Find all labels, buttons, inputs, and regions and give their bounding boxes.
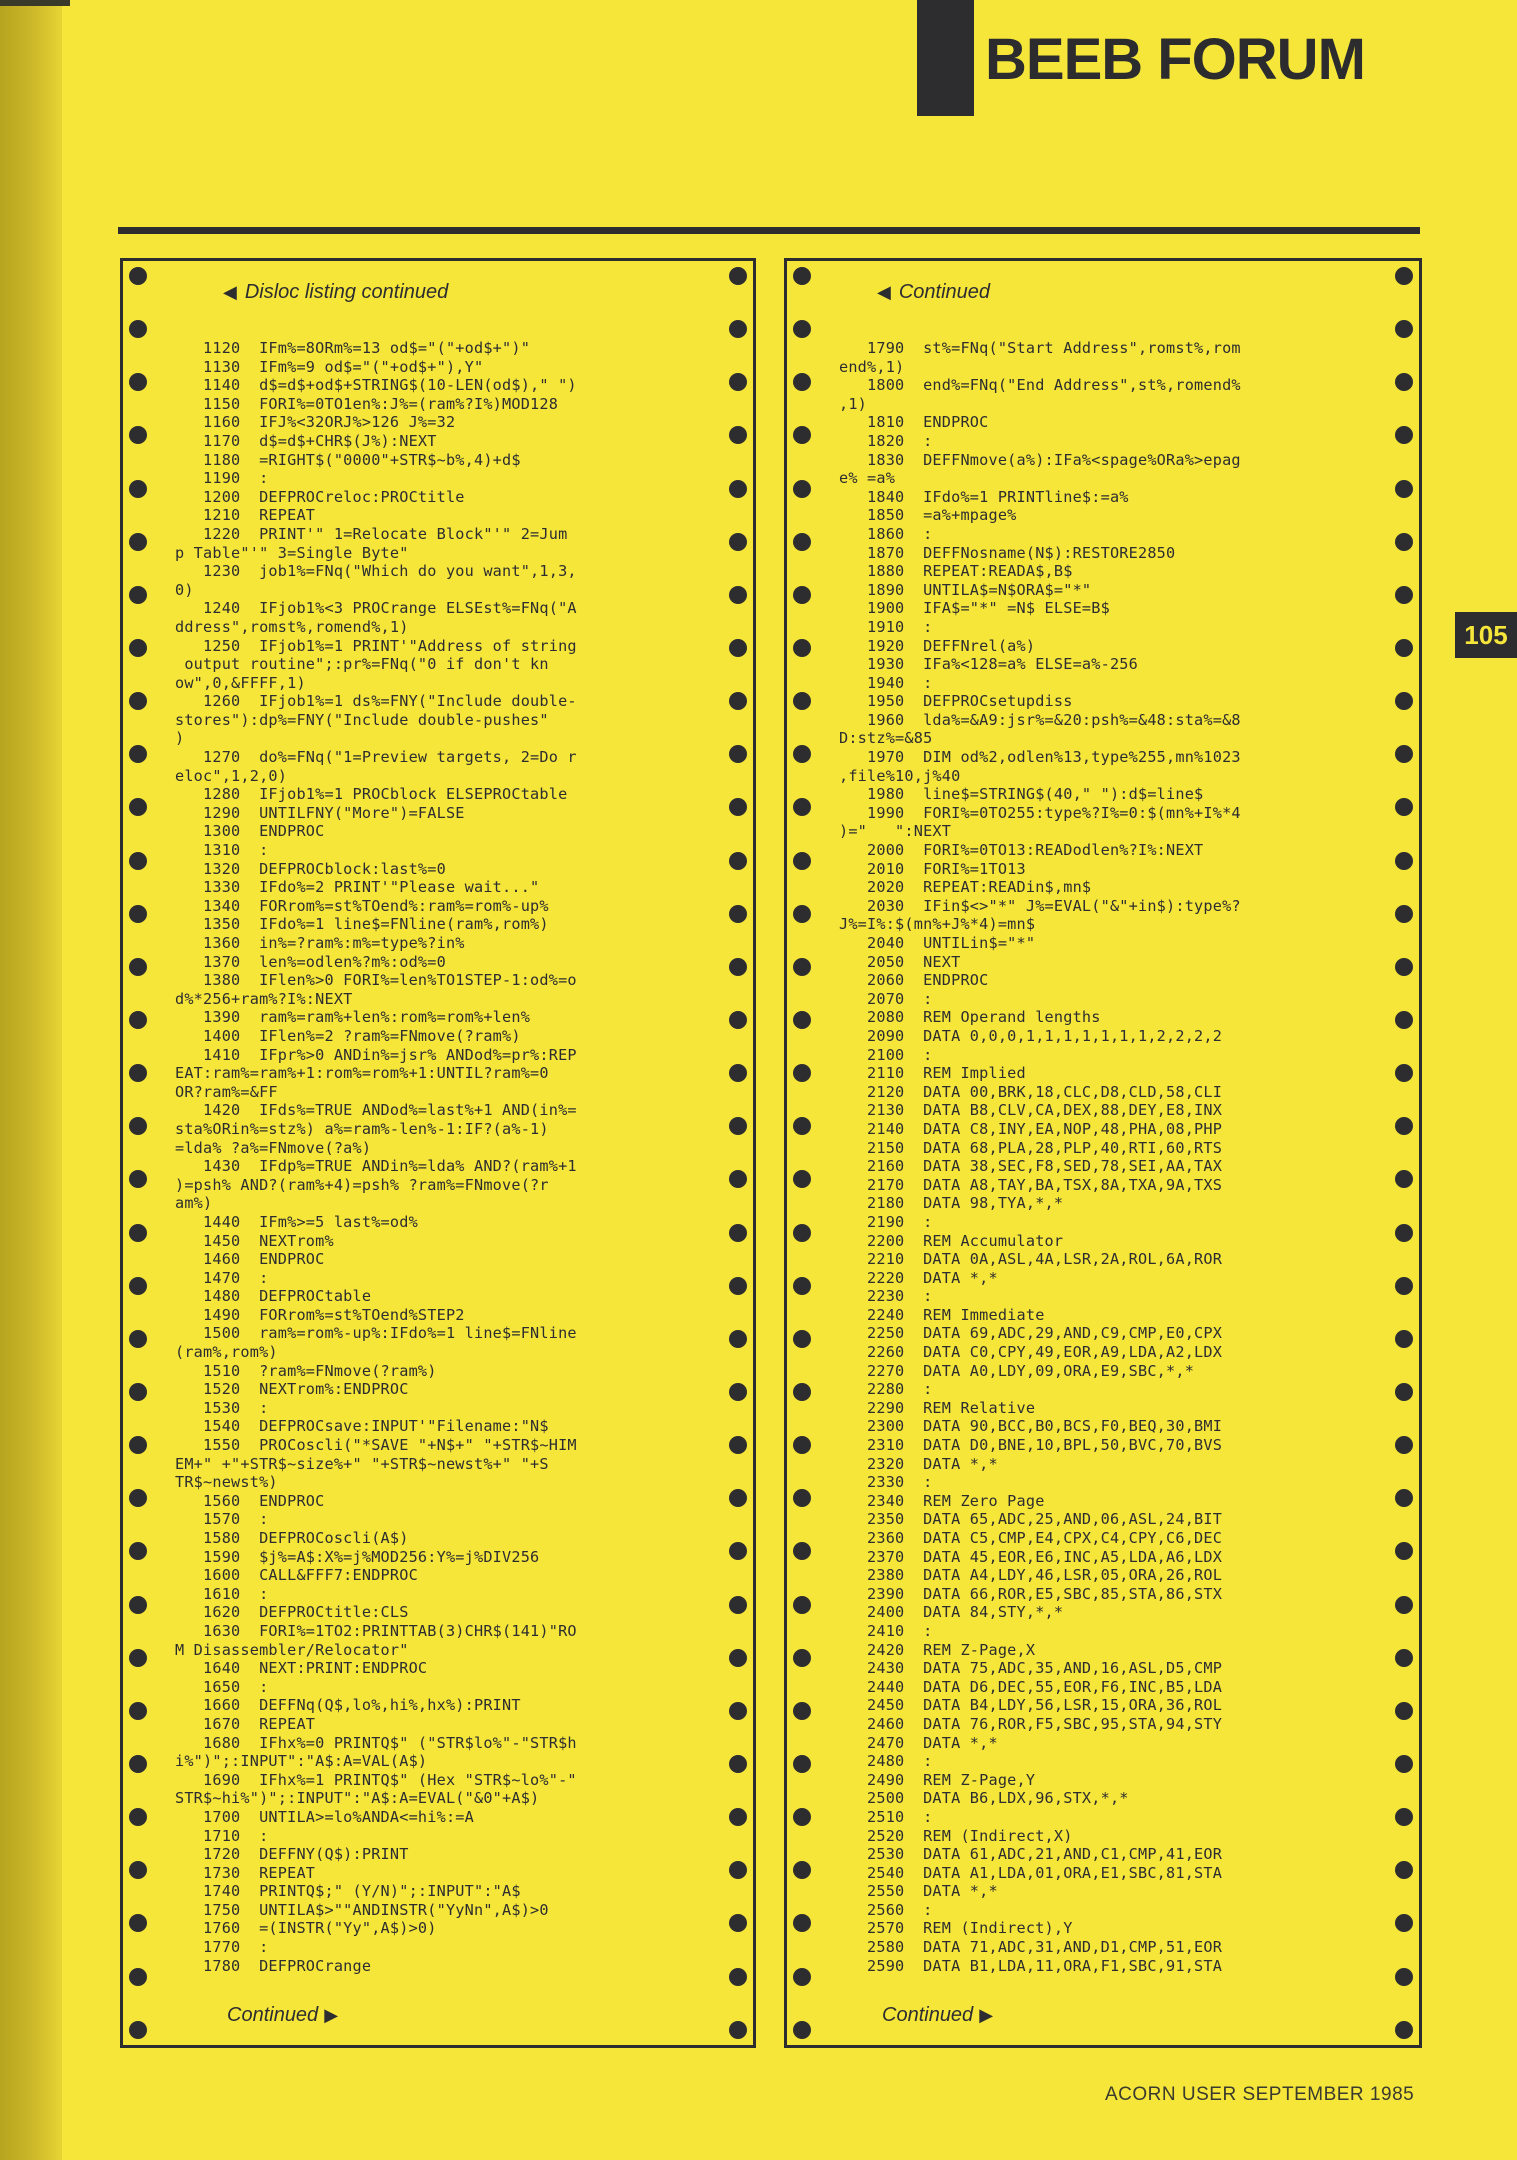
sprocket-hole xyxy=(793,692,811,710)
continued-from-label xyxy=(223,281,448,304)
sprocket-hole xyxy=(129,1277,147,1295)
triangle-right-icon: ▶ xyxy=(324,2005,339,2025)
sprocket-hole xyxy=(793,267,811,285)
sprocket-hole xyxy=(793,905,811,923)
sprocket-hole xyxy=(729,958,747,976)
sprocket-hole xyxy=(793,1542,811,1560)
sprocket-hole xyxy=(129,426,147,444)
sprocket-hole xyxy=(1395,958,1413,976)
sprocket-hole xyxy=(793,1330,811,1348)
sprocket-hole xyxy=(793,320,811,338)
sprocket-hole xyxy=(129,1914,147,1932)
sprocket-hole xyxy=(129,480,147,498)
sprocket-hole xyxy=(1395,320,1413,338)
sprocket-hole xyxy=(729,1436,747,1454)
sprocket-hole xyxy=(129,1808,147,1826)
sprocket-hole xyxy=(729,480,747,498)
sprocket-hole xyxy=(129,958,147,976)
sprocket-hole xyxy=(1395,1170,1413,1188)
sprocket-hole xyxy=(129,320,147,338)
sprocket-hole xyxy=(729,320,747,338)
sprocket-hole xyxy=(129,1064,147,1082)
sprocket-hole xyxy=(1395,1702,1413,1720)
triangle-right-icon: ▶ xyxy=(979,2005,994,2025)
basic-code-listing: 1790 st%=FNq("Start Address",romst%,rom end%,1) 1800 end%=FNq("End Address",st%,romend% ,1) 1810 ENDPROC 1820 : 1830 DEFFNmove(a%):IFa%<spage%ORa%>epag e% =a% 1840 IFdo%=1 PRINTline$:=a% 1850 =a%+mpage% 1860 : 1870 DEFFNosname(N$):RESTORE2850 1880 REPEAT:READA$,B$ 1890 UNTILA$=N$ORA$="*" 1900 IFA$="*" =N$ ELSE=B$ 1910 : 1920 DEFFNrel(a%) 1930 IFa%<128=a% ELSE=a%-256 1940 : 1950 DEFPROCsetupdiss 1960 lda%=&A9:jsr%=&20:psh%=&48:sta%=&8 D:stz%=&85 1970 DIM od%2,odlen%13,type%255,mn%1023 ,file%10,j%40 1980 line$=STRING$(40," "):d$=line$ 1990 FORI%=0TO255:type%?I%=0:$(mn%+I%*4 )=" ":NEXT 2000 FORI%=0TO13:READodlen%?I%:NEXT 2010 FORI%=1TO13 2020 REPEAT:READin$,mn$ 2030 IFin$<>"*" J%=EVAL("&"+in$):type%? J%=I%:$(mn%+J%*4)=mn$ 2040 UNTILin$="*" 2050 NEXT 2060 ENDPROC 2070 : 2080 REM Operand lengths 2090 DATA 0,0,0,1,1,1,1,1,1,1,2,2,2,2 2100 : 2110 REM Implied 2120 DATA 00,BRK,18,CLC,D8,CLD,58,CLI 2130 DATA B8,CLV,CA,DEX,88,DEY,E8,INX 2140 DATA C8,INY,EA,NOP,48,PHA,08,PHP 2150 DATA 68,PLA,28,PLP,40,RTI,60,RTS 2160 DATA 38,SEC,F8,SED,78,SEI,AA,TAX 2170 DATA A8,TAY,BA,TSX,8A,TXA,9A,TXS 2180 DATA 98,TYA,*,* 2190 : 2200 REM Accumulator 2210 DATA 0A,ASL,4A,LSR,2A,ROL,6A,ROR 2220 DATA *,* 2230 : 2240 REM Immediate 2250 DATA 69,ADC,29,AND,C9,CMP,E0,CPX 2260 DATA C0,CPY,49,EOR,A9,LDA,A2,LDX 2270 DATA A0,LDY,09,ORA,E9,SBC,*,* 2280 : 2290 REM Relative 2300 DATA 90,BCC,B0,BCS,F0,BEQ,30,BMI 2310 DATA D0,BNE,10,BPL,50,BVC,70,BVS 2320 DATA *,* 2330 : 2340 REM Zero Page 2350 DATA 65,ADC,25,AND,06,ASL,24,BIT 2360 DATA C5,CMP,E4,CPX,C4,CPY,C6,DEC 2370 DATA 45,EOR,E6,INC,A5,LDA,A6,LDX 2380 DATA A4,LDY,46,LSR,05,ORA,26,ROL 2390 DATA 66,ROR,E5,SBC,85,STA,86,STX 2400 DATA 84,STY,*,* 2410 : 2420 REM Z-Page,X 2430 DATA 75,ADC,35,AND,16,ASL,D5,CMP 2440 DATA D6,DEC,55,EOR,F6,INC,B5,LDA 2450 DATA B4,LDY,56,LSR,15,ORA,36,ROL 2460 DATA 76,ROR,F5,SBC,95,STA,94,STY 2470 DATA *,* 2480 : 2490 REM Z-Page,Y 2500 DATA B6,LDX,96,STX,*,* 2510 : 2520 REM (Indirect,X) 2530 DATA 61,ADC,21,AND,C1,CMP,41,EOR 2540 DATA A1,LDA,01,ORA,E1,SBC,81,STA 2550 DATA *,* 2560 : 2570 REM (Indirect),Y 2580 DATA 71,ADC,31,AND,D1,CMP,51,EOR 2590 DATA B1,LDA,11,ORA,F1,SBC,91,STA xyxy=(839,339,1241,1975)
sprocket-hole xyxy=(129,267,147,285)
sprocket-hole xyxy=(129,745,147,763)
sprocket-hole xyxy=(129,1383,147,1401)
sprocket-hole xyxy=(129,852,147,870)
page-footer: ACORN USER SEPTEMBER 1985 xyxy=(1105,2084,1415,2105)
sprocket-hole xyxy=(729,1170,747,1188)
sprocket-hole xyxy=(729,1489,747,1507)
sprocket-hole xyxy=(129,1170,147,1188)
sprocket-hole xyxy=(129,692,147,710)
sprocket-hole xyxy=(729,1968,747,1986)
sprocket-hole xyxy=(1395,639,1413,657)
sprocket-hole xyxy=(1395,1224,1413,1242)
sprocket-hole xyxy=(793,1011,811,1029)
sprocket-hole xyxy=(1395,852,1413,870)
sprocket-hole xyxy=(729,1542,747,1560)
sprocket-hole xyxy=(1395,1436,1413,1454)
magazine-spine-shadow xyxy=(0,0,62,2160)
sprocket-hole xyxy=(793,1861,811,1879)
sprocket-hole xyxy=(793,1064,811,1082)
sprocket-hole xyxy=(793,586,811,604)
continued-from-label xyxy=(877,281,990,304)
sprocket-hole xyxy=(793,1968,811,1986)
sprocket-hole xyxy=(1395,1330,1413,1348)
sprocket-hole xyxy=(1395,1542,1413,1560)
sprocket-hole xyxy=(729,267,747,285)
sprocket-holes-left xyxy=(121,261,155,2045)
sprocket-hole xyxy=(729,1117,747,1135)
sprocket-hole xyxy=(793,639,811,657)
sprocket-hole xyxy=(793,798,811,816)
sprocket-hole xyxy=(729,373,747,391)
sprocket-hole xyxy=(1395,480,1413,498)
sprocket-hole xyxy=(129,905,147,923)
sprocket-hole xyxy=(729,1649,747,1667)
sprocket-hole xyxy=(1395,426,1413,444)
sprocket-hole xyxy=(129,373,147,391)
sprocket-hole xyxy=(1395,2021,1413,2039)
continued-to-label xyxy=(882,2004,993,2027)
sprocket-hole xyxy=(129,1596,147,1614)
sprocket-hole xyxy=(729,1330,747,1348)
sprocket-hole xyxy=(1395,1011,1413,1029)
sprocket-hole xyxy=(129,1968,147,1986)
sprocket-hole xyxy=(793,1808,811,1826)
sprocket-hole xyxy=(1395,1914,1413,1932)
sprocket-holes-right xyxy=(1387,261,1421,2045)
sprocket-hole xyxy=(129,1224,147,1242)
listing-panel-left xyxy=(120,258,756,2048)
sprocket-hole xyxy=(1395,267,1413,285)
sprocket-hole xyxy=(1395,1755,1413,1773)
sprocket-hole xyxy=(729,2021,747,2039)
sprocket-hole xyxy=(129,1011,147,1029)
sprocket-hole xyxy=(1395,745,1413,763)
sprocket-hole xyxy=(729,905,747,923)
sprocket-hole xyxy=(729,745,747,763)
sprocket-hole xyxy=(793,426,811,444)
sprocket-hole xyxy=(1395,1596,1413,1614)
sprocket-hole xyxy=(729,1702,747,1720)
continued-from-text: Disloc listing continued xyxy=(244,281,449,303)
sprocket-hole xyxy=(1395,905,1413,923)
sprocket-hole xyxy=(793,1702,811,1720)
sprocket-hole xyxy=(129,1702,147,1720)
sprocket-hole xyxy=(129,1436,147,1454)
sprocket-hole xyxy=(129,1117,147,1135)
continued-from-text: Continued xyxy=(898,281,991,303)
section-title: BEEB FORUM xyxy=(985,27,1365,92)
sprocket-hole xyxy=(729,1914,747,1932)
sprocket-hole xyxy=(129,798,147,816)
sprocket-hole xyxy=(729,1383,747,1401)
sprocket-hole xyxy=(729,1224,747,1242)
sprocket-hole xyxy=(129,1755,147,1773)
sprocket-hole xyxy=(729,1861,747,1879)
sprocket-hole xyxy=(1395,1489,1413,1507)
sprocket-hole xyxy=(1395,586,1413,604)
sprocket-hole xyxy=(793,1755,811,1773)
sprocket-hole xyxy=(1395,533,1413,551)
sprocket-holes-left xyxy=(785,261,819,2045)
sprocket-holes-right xyxy=(721,261,755,2045)
sprocket-hole xyxy=(793,480,811,498)
sprocket-hole xyxy=(793,1383,811,1401)
sprocket-hole xyxy=(129,1489,147,1507)
page-number-tab: 105 xyxy=(1455,612,1517,658)
listing-panel-right xyxy=(784,258,1422,2048)
header-bar xyxy=(917,0,974,116)
sprocket-hole xyxy=(1395,692,1413,710)
continued-to-label xyxy=(227,2004,338,2027)
sprocket-hole xyxy=(1395,1277,1413,1295)
sprocket-hole xyxy=(793,1489,811,1507)
sprocket-hole xyxy=(129,1330,147,1348)
sprocket-hole xyxy=(793,373,811,391)
sprocket-hole xyxy=(729,1011,747,1029)
sprocket-hole xyxy=(793,1596,811,1614)
sprocket-hole xyxy=(729,692,747,710)
sprocket-hole xyxy=(793,852,811,870)
sprocket-hole xyxy=(729,426,747,444)
sprocket-hole xyxy=(729,1277,747,1295)
sprocket-hole xyxy=(1395,1861,1413,1879)
sprocket-hole xyxy=(729,1596,747,1614)
sprocket-hole xyxy=(793,1224,811,1242)
continued-to-text: Continued xyxy=(227,2004,319,2026)
basic-code-listing: 1120 IFm%=8ORm%=13 od$="("+od$+")" 1130 IFm%=9 od$="("+od$+"),Y" 1140 d$=d$+od$+STRING$(10-LEN(od$)," ") 1150 FORI%=0TO1en%:J%=(ram%?I%)MOD128 1160 IFJ%<32ORJ%>126 J%=32 1170 d$=d$+CHR$(J%):NEXT 1180 =RIGHT$("0000"+STR$~b%,4)+d$ 1190 : 1200 DEFPROCreloc:PROCtitle 1210 REPEAT 1220 PRINT'" 1=Relocate Block"'" 2=Jum p Table"'" 3=Single Byte" 1230 job1%=FNq("Which do you want",1,3, 0) 1240 IFjob1%<3 PROCrange ELSEst%=FNq("A ddress",romst%,romend%,1) 1250 IFjob1%=1 PRINT'"Address of string output routine";:pr%=FNq("0 if don't kn ow",0,&FFFF,1) 1260 IFjob1%=1 ds%=FNY("Include double- stores"):dp%=FNY("Include double-pushes" ) 1270 do%=FNq("1=Preview targets, 2=Do r eloc",1,2,0) 1280 IFjob1%=1 PROCblock ELSEPROCtable 1290 UNTILFNY("More")=FALSE 1300 ENDPROC 1310 : 1320 DEFPROCblock:last%=0 1330 IFdo%=2 PRINT'"Please wait..." 1340 FORrom%=st%TOend%:ram%=rom%-up% 1350 IFdo%=1 line$=FNline(ram%,rom%) 1360 in%=?ram%:m%=type%?in% 1370 len%=odlen%?m%:od%=0 1380 IFlen%>0 FORI%=len%TO1STEP-1:od%=o d%*256+ram%?I%:NEXT 1390 ram%=ram%+len%:rom%=rom%+len% 1400 IFlen%=2 ?ram%=FNmove(?ram%) 1410 IFpr%>0 ANDin%=jsr% ANDod%=pr%:REP EAT:ram%=ram%+1:rom%=rom%+1:UNTIL?ram%=0 OR?ram%=&FF 1420 IFds%=TRUE ANDod%=last%+1 AND(in%= sta%ORin%=stz%) a%=ram%-len%-1:IF?(a%-1) =lda% ?a%=FNmove(?a%) 1430 IFdp%=TRUE ANDin%=lda% AND?(ram%+1 )=psh% AND?(ram%+4)=psh% ?ram%=FNmove(?r am%) 1440 IFm%>=5 last%=od% 1450 NEXTrom% 1460 ENDPROC 1470 : 1480 DEFPROCtable 1490 FORrom%=st%TOend%STEP2 1500 ram%=rom%-up%:IFdo%=1 line$=FNline (ram%,rom%) 1510 ?ram%=FNmove(?ram%) 1520 NEXTrom%:ENDPROC 1530 : 1540 DEFPROCsave:INPUT'"Filename:"N$ 1550 PROCoscli("*SAVE "+N$+" "+STR$~HIM EM+" +"+STR$~size%+" "+STR$~newst%+" "+S TR$~newst%) 1560 ENDPROC 1570 : 1580 DEFPROCoscli(A$) 1590 $j%=A$:X%=j%MOD256:Y%=j%DIV256 1600 CALL&FFF7:ENDPROC 1610 : 1620 DEFPROCtitle:CLS 1630 FORI%=1TO2:PRINTTAB(3)CHR$(141)"RO M Disassembler/Relocator" 1640 NEXT:PRINT:ENDPROC 1650 : 1660 DEFFNq(Q$,lo%,hi%,hx%):PRINT 1670 REPEAT 1680 IFhx%=0 PRINTQ$" ("STR$lo%"-"STR$h i%")";:INPUT":"A$:A=VAL(A$) 1690 IFhx%=1 PRINTQ$" (Hex "STR$~lo%"-" STR$~hi%")";:INPUT":"A$:A=EVAL("&0"+A$) 1700 UNTILA>=lo%ANDA<=hi%:=A 1710 : 1720 DEFFNY(Q$):PRINT 1730 REPEAT 1740 PRINTQ$;" (Y/N)";:INPUT":"A$ 1750 UNTILA$>""ANDINSTR("YyNn",A$)>0 1760 =(INSTR("Yy",A$)>0) 1770 : 1780 DEFPROCrange xyxy=(175,339,577,1975)
sprocket-hole xyxy=(129,586,147,604)
sprocket-hole xyxy=(729,639,747,657)
triangle-left-icon: ◀ xyxy=(223,282,237,302)
spine-top-mark xyxy=(0,0,70,6)
sprocket-hole xyxy=(729,798,747,816)
sprocket-hole xyxy=(129,639,147,657)
sprocket-hole xyxy=(129,1861,147,1879)
sprocket-hole xyxy=(793,533,811,551)
sprocket-hole xyxy=(1395,1649,1413,1667)
sprocket-hole xyxy=(793,1277,811,1295)
triangle-left-icon: ◀ xyxy=(877,282,891,302)
sprocket-hole xyxy=(129,1649,147,1667)
continued-to-text: Continued xyxy=(882,2004,974,2026)
sprocket-hole xyxy=(729,533,747,551)
sprocket-hole xyxy=(793,2021,811,2039)
sprocket-hole xyxy=(129,1542,147,1560)
sprocket-hole xyxy=(729,852,747,870)
sprocket-hole xyxy=(793,1914,811,1932)
sprocket-hole xyxy=(1395,1117,1413,1135)
sprocket-hole xyxy=(729,1808,747,1826)
sprocket-hole xyxy=(729,1755,747,1773)
sprocket-hole xyxy=(793,1436,811,1454)
sprocket-hole xyxy=(793,1649,811,1667)
sprocket-hole xyxy=(793,745,811,763)
sprocket-hole xyxy=(1395,1968,1413,1986)
sprocket-hole xyxy=(793,958,811,976)
sprocket-hole xyxy=(729,1064,747,1082)
sprocket-hole xyxy=(1395,798,1413,816)
header-rule xyxy=(118,227,1420,234)
sprocket-hole xyxy=(1395,373,1413,391)
sprocket-hole xyxy=(793,1117,811,1135)
sprocket-hole xyxy=(1395,1383,1413,1401)
sprocket-hole xyxy=(793,1170,811,1188)
sprocket-hole xyxy=(729,586,747,604)
sprocket-hole xyxy=(129,2021,147,2039)
sprocket-hole xyxy=(1395,1808,1413,1826)
sprocket-hole xyxy=(1395,1064,1413,1082)
sprocket-hole xyxy=(129,533,147,551)
